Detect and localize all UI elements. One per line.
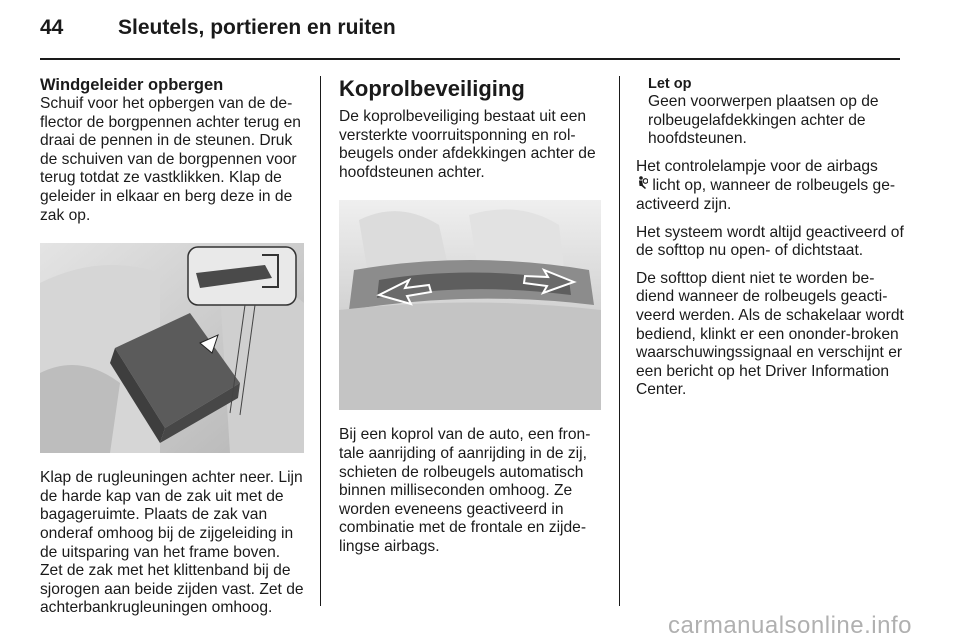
paragraph-windgeleider: Schuif voor het opbergen van de de-flector de borgpennen achter terug en draai de pennen in de steunen. Druk de schuiven van de borgpennen voor terug totdat ze vastklikken. Klap de geleider in elkaar en berg deze in de zak op.: [40, 95, 301, 224]
column-1: [40, 76, 304, 618]
paragraph-koprolbeveiliging: De koprolbeveiliging bestaat uit een versterkte voorruitsponning en rol-beugels onder afdekkingen achter de hoofdsteunen achter.: [339, 108, 596, 181]
column-2: [339, 76, 605, 557]
note-title: Let op: [648, 76, 692, 92]
controlelampje-text-before: Het controlelampje voor de airbags: [636, 157, 878, 175]
column-divider-2: [619, 76, 620, 606]
page-number: 44: [40, 16, 64, 39]
rollover-bars-illustration: [339, 200, 601, 410]
paragraph-softtop: De softtop dient niet te worden be-diend wanneer de rolbeugels geacti-veerd werden. Als de schakelaar wordt bediend, klinkt er een ononder-broken waarschuwingssignaal en verschijnt er een bericht op het Driver Information Center.: [636, 269, 904, 399]
paragraph-zak-plaatsen: Klap de rugleuningen achter neer. Lijn de harde kap van de zak uit met de bagageruimte. Plaats de zak van onderaf omhoog bij de zijgeleiding in de uitsparing van het frame boven. Zet de zak met het klittenband bij de sjorogen aan beide zijden vast. Zet de achterbankrugleuningen omhoog.: [40, 469, 304, 617]
controlelampje-text-after: licht op, wanneer de rolbeugels ge-activeerd zijn.: [636, 177, 896, 213]
paragraph-controlelampje: [636, 158, 904, 215]
illustration-wind-deflector-bag: [40, 243, 304, 453]
watermark-logo: carmanualsonline.info: [668, 612, 912, 639]
paragraph-koprol-activatie: Bij een koprol van de auto, een fron-tale aanrijding of aanrijding in de zij, schieten de rolbeugels automatisch binnen milliseconden omhoog. Ze worden eveneens geactiveerd in combinatie met de frontale en zijde-lingse airbags.: [339, 426, 591, 555]
illustration-rollover-bars: [339, 200, 601, 410]
column-3: [636, 76, 904, 400]
note-text: Geen voorwerpen plaatsen op de rolbeugelafdekkingen achter de hoofdsteunen.: [648, 93, 879, 148]
column-divider-1: [320, 76, 321, 606]
section-heading-windgeleider: Windgeleider opbergen: [40, 76, 224, 94]
page-title: Sleutels, portieren en ruiten: [118, 16, 396, 39]
paragraph-systeem: Het systeem wordt altijd geactiveerd of de softtop nu open- of dichtstaat.: [636, 223, 904, 260]
wind-deflector-bag-illustration: [40, 243, 304, 453]
note-box: [636, 76, 904, 149]
section-heading-koprolbeveiliging: Koprolbeveiliging: [339, 76, 525, 101]
airbag-warning-icon: [636, 176, 648, 196]
header-rule: [40, 58, 900, 60]
